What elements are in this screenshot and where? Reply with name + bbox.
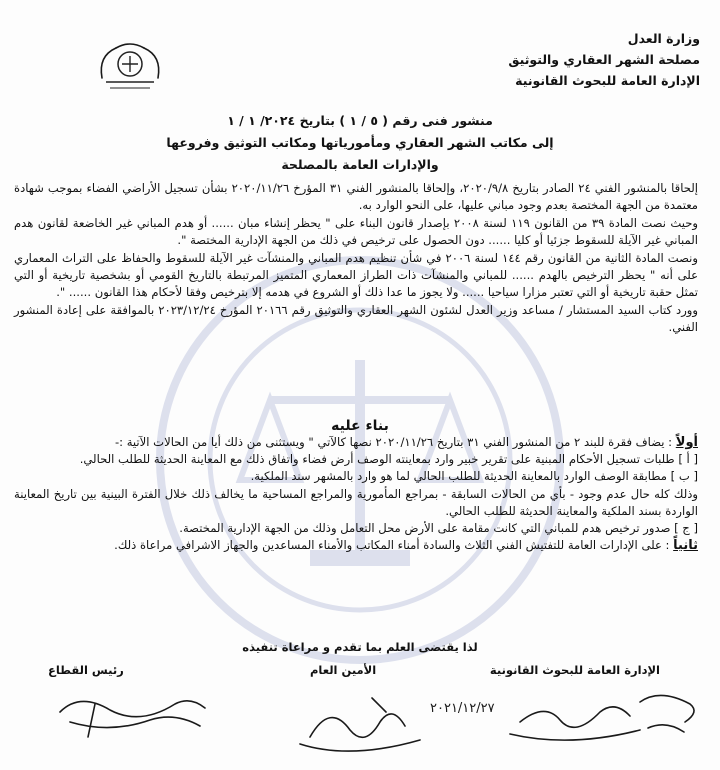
signature-date: ٢٠٢١/١٢/٢٧ bbox=[430, 701, 495, 716]
signature-sector-head bbox=[60, 701, 205, 737]
circular-date: ٢٠٢٤/ ١ / ١ bbox=[227, 113, 296, 128]
item-second-label: ثانياً bbox=[673, 538, 698, 554]
signatory-legal-research: الإدارة العامة للبحوث القانونية bbox=[489, 663, 660, 677]
circular-body bbox=[14, 180, 698, 337]
item-a: [ أ ] طلبات تسجيل الأحكام المبنية على تقرير خبير وارد بمعاينته الوصف أرض فضاء واتفاق ذلك مع المعاينة الحديثة للطلب الحالي. bbox=[79, 452, 698, 467]
item-first-text: : يضاف فقرة للبند ٢ من المنشور الفني ٣١ بتاريخ ٢٠٢٠/١١/٢٦ نصها كالآتي " ويستثنى من ذلك أيا من الحالات الآتية :- bbox=[114, 435, 673, 449]
circular-heading bbox=[0, 110, 720, 176]
circular-prefix: منشور فنى رقم bbox=[392, 113, 493, 128]
item-b-continued: وذلك كله حال عدم وجود - بأي من الحالات السابقة - بمراجع المأمورية والمراجع المساحية ما يخالف ذلك خلال الفترة البينية بين تاريخ المعاينة الواردة بسند الملكية والمعاينة الحديثة للطلب الحالي. bbox=[14, 486, 698, 518]
header-organization bbox=[440, 28, 700, 91]
circular-date-label: بتاريخ bbox=[299, 113, 335, 128]
body-paragraph-2: وحيث نصت المادة ٣٩ من القانون ١١٩ لسنة ٢٠٠٨ بإصدار قانون البناء على " يحظر إنشاء مبان ...... أو هدم المباني غير الخاضعة لقانون هدم المباني غير الآيلة للسقوط جزئيا أو كليا ...... دون الحصول على ترخيص في ذلك من الجهة الإدارية المختصة ". bbox=[14, 216, 698, 247]
body-paragraph-4: وورد كتاب السيد المستشار / مساعد وزير العدل لشئون الشهر العقاري والتوثيق رقم ٢٠١٦٦ المؤرخ ٢٠٢٣/١٢/٢٤ بالموافقة على إعادة المنشور الفني. bbox=[14, 303, 698, 334]
item-first bbox=[14, 434, 698, 451]
signatory-sector-head: رئيس القطاع bbox=[48, 663, 124, 677]
item-first-label: أولاً bbox=[675, 435, 698, 450]
ministry-emblem-icon bbox=[96, 38, 164, 94]
body-paragraph-1: إلحاقا بالمنشور الفني ٢٤ الصادر بتاريخ ٢٠٢٠/٩/٨، وإلحاقا بالمنشور الفني ٣١ المؤرخ ٢٠٢٠/١١/٢٦ بشأن تسجيل الأراضي الفضاء بموجب شهادة معتمدة من الجهة المختصة بعدم وجود مباني عليها، على النحو الوارد به. bbox=[14, 181, 698, 212]
item-second-text: : على الإدارات العامة للتفتيش الفني الثلاث والسادة أمناء المكاتب والأمناء المساعدين والجهاز الاشرافي مراعاة ذلك. bbox=[114, 538, 670, 553]
circular-addressee: إلى مكاتب الشهر العقاري ومأمورياتها ومكاتب التوثيق وفروعها bbox=[166, 135, 554, 150]
ministry-name: وزارة العدل bbox=[627, 31, 700, 46]
item-b: [ ب ] مطابقة الوصف الوارد بالمعاينة الحديثة للطلب الحالي لما هو وارد بالمشهر سند الملكية. bbox=[250, 469, 698, 484]
signature-legal-research bbox=[510, 695, 694, 740]
circular-number-line bbox=[0, 110, 720, 132]
signatory-secretary-general: الأمين العام bbox=[310, 663, 377, 677]
resolution-items bbox=[14, 434, 698, 554]
authority-name: مصلحة الشهر العقاري والتوثيق bbox=[508, 52, 700, 67]
body-paragraph-3: ونصت المادة الثانية من القانون رقم ١٤٤ لسنة ٢٠٠٦ في شأن تنظيم هدم المباني والمنشآت غير الآيلة للسقوط والحفاظ على التراث المعماري على أنه " يحظر الترخيص بالهدم ...... للمباني والمنشآت ذات الطراز المعماري المتميز المرتبطة بالتاريخ القومي أو بشخصية تاريخية أو التي تمثل حقبة تاريخية أو التي تعتبر مزارا سياحيا ...... ولا يجوز ما عدا ذلك أو الشروع في هدمه إلا بترخيص وفقا لأحكام هذا القانون ...... ". bbox=[14, 251, 698, 299]
department-name: الإدارة العامة للبحوث القانونية bbox=[515, 73, 700, 88]
circular-number: ( ٥ / ١ ) bbox=[339, 113, 389, 128]
item-c: [ ج ] صدور ترخيص هدم للمباني التي كانت مقامة على الأرض محل التعامل وذلك من الجهة الإدارية المختصة. bbox=[179, 521, 698, 536]
signature-secretary-general bbox=[300, 698, 420, 751]
item-second bbox=[14, 537, 698, 554]
handwritten-signatures bbox=[0, 682, 720, 767]
closing-line: لذا يقتضى العلم بما تقدم و مراعاة تنفيذه bbox=[242, 640, 478, 654]
circular-addressee-2: والإدارات العامة بالمصلحة bbox=[281, 157, 439, 172]
resolution-heading: بناء عليه bbox=[331, 418, 389, 434]
